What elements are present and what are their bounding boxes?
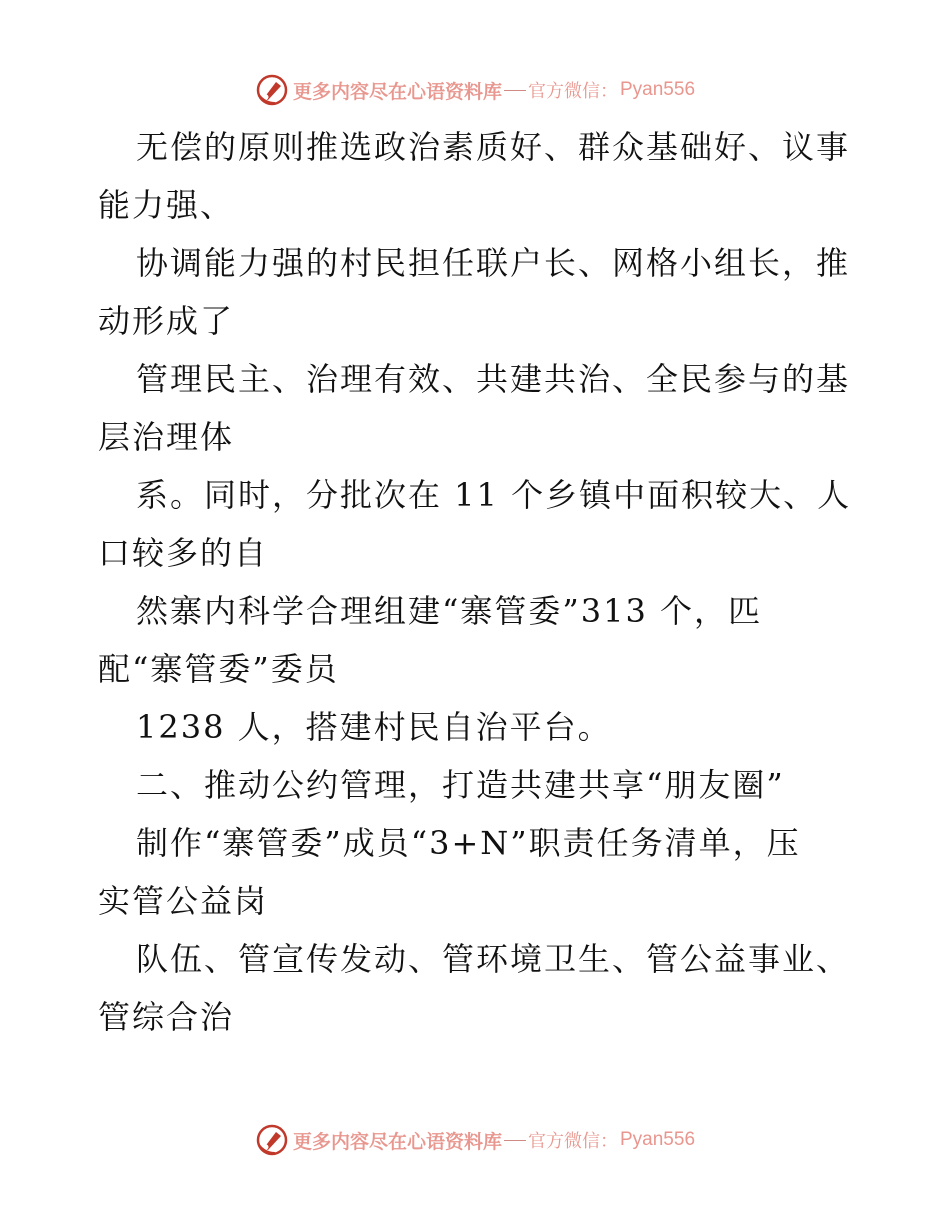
text-line: 管综合治	[98, 998, 235, 1036]
header-brand-text: 更多内容尽在心语资料库	[292, 80, 502, 103]
text-line: 管理民主、治理有效、共建共治、全民参与的基	[136, 360, 851, 398]
header-watermark	[0, 70, 950, 110]
text-line: 配“寨管委”委员	[98, 650, 339, 688]
text-line: 队伍、管宣传发动、管环境卫生、管公益事业、	[136, 940, 851, 978]
section-heading: 二、推动公约管理，打造共建共享“朋友圈”	[136, 766, 785, 804]
text-line: 动形成了	[98, 302, 235, 340]
text-line: 协调能力强的村民担任联户长、网格小组长，推	[136, 244, 851, 282]
footer-watermark	[0, 1120, 950, 1160]
text-line: 无偿的原则推选政治素质好、群众基础好、议事	[136, 128, 851, 166]
text-line: 系。同时，分批次在 11 个乡镇中面积较大、人	[136, 476, 852, 514]
pen-nib-logo-icon	[255, 1123, 289, 1157]
footer-dash	[504, 1140, 526, 1141]
text-line: 层治理体	[98, 418, 235, 456]
header-credit-text: 官方微信：	[528, 81, 618, 102]
text-line: 口较多的自	[98, 534, 269, 572]
pen-nib-logo-icon	[255, 73, 289, 107]
footer-brand-text: 更多内容尽在心语资料库	[292, 1130, 502, 1153]
text-line: 然寨内科学合理组建“寨管委”313 个，匹	[136, 592, 762, 630]
footer-credit-text: 官方微信：	[528, 1131, 618, 1152]
text-line: 能力强、	[98, 186, 235, 224]
header-account-text: Pyan556	[620, 79, 696, 100]
body-text	[98, 118, 858, 1046]
footer-account-text: Pyan556	[620, 1129, 696, 1150]
text-line: 制作“寨管委”成员“3+N”职责任务清单，压	[136, 824, 801, 862]
header-dash	[504, 90, 526, 91]
text-line: 实管公益岗	[98, 882, 269, 920]
text-line: 1238 人，搭建村民自治平台。	[136, 708, 612, 746]
